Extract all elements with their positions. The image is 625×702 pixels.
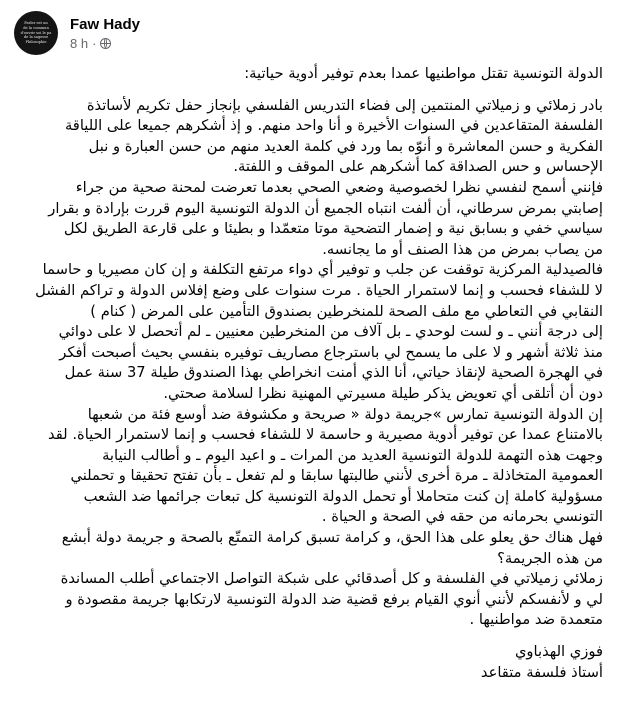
- post-paragraph: فهل هناك حق يعلو على هذا الحق، و كرامة تسبق كرامة التمتّع بالصحة و جريمة دولة أبشع من هذه الجريمة؟: [61, 529, 603, 567]
- separator-dot: ·: [92, 36, 97, 51]
- post-header: [14, 8, 140, 58]
- post-paragraph: فإنني أسمح لنفسي نظرا لخصوصية وضعي الصحي بعدما تعرضت لمحنة صحية من جراء إصابتي بمرض سرطاني، أن ألفت انتباه الجميع أن الدولة التونسية اليوم قررت بإرادة و بقرار سياسي خفي و بسابق نية و إضمار التضحية موتا متعمّدا و بطيئا و على قارعة الطريق لكل من يصاب بمرض من هذا الصنف أو ما يجانسه.: [48, 178, 603, 258]
- avatar-caption: Parler est un de la commun d'ouvrir soi le pa de la sagesse Philosophie: [20, 21, 52, 45]
- author-name[interactable]: Faw Hady: [70, 16, 141, 33]
- post-time-row: [70, 36, 140, 51]
- avatar[interactable]: [14, 11, 58, 55]
- globe-icon[interactable]: [100, 38, 111, 49]
- signature-title: أستاذ فلسفة متقاعد: [480, 663, 603, 681]
- spacer: [18, 85, 603, 96]
- post-paragraph: بادر زملائي و زميلاتي المنتمين إلى فضاء التدريس الفلسفي بإنجاز حفل تكريم لأساتذة الفلسفة المتقاعدين في السنوات الأخيرة و أنا واحد منهم. و إذ أشكرهم جميعا على اللياقة الفكرية و حسن المعاشرة و أنوّه بما ورد في كلمة العديد منهم من حسن العبارة و نبل الإحساس و حس الصداقة كما أشكرهم على الموقف و اللفتة.: [64, 96, 603, 176]
- post-body: [18, 64, 603, 683]
- spacer: [18, 631, 603, 642]
- signature-name: فوزي الهذباوي: [514, 643, 603, 661]
- post-timestamp[interactable]: 8 h: [70, 36, 89, 51]
- post-paragraph: زملائي زميلاتي في الفلسفة و كل أصدقائي على شبكة التواصل الاجتماعي أطلب المساندة لي و لأنفسكم لأنني أنوي القيام برفع قضية ضد الدولة التونسية لارتكابها جريمة مقصودة و متعمدة ضد مواطنيها .: [60, 570, 603, 629]
- post-paragraph: إن الدولة التونسية تمارس »جريمة دولة « صريحة و مكشوفة ضد أوسع فئة من شعبها بالامتناع عمدا عن توفير أدوية مصيرية و حاسمة لا للشفاء فحسب و إنما لاستمرار الحياة. لقد وجهت هذه التهمة للدولة التونسية العديد من المرات ـ و اعيد اليوم ـ و أطالب النيابة العمومية المتخاذلة ـ مرة أخرى لأنني طالبتها سابقا و لم تفعل ـ بأن تفتح تحقيقا و تحملني مسؤولية كاملة إن كنت متحاملا أو تحمل الدولة التونسية كل تبعات جرائمها ضد الشعب التونسي بحرمانه من حقه في الصحة و الحياة .: [48, 405, 603, 526]
- post-meta: [70, 15, 140, 51]
- post-paragraph: فالصيدلية المركزية توقفت عن جلب و توفير أي دواء مرتفع التكلفة و إن كان مصيريا و حاسما لا للشفاء فحسب و إنما لاستمرار الحياة . مرت سنوات على وضع إفلاس الدولة و تراكم الفشل النقابي في التعاطي مع ملف الصحة للمنخرطين بصندوق التأمين على المرض ( كنام ) إلى درجة أنني ـ و لست لوحدي ـ بل آلاف من المنخرطين معنيين ـ لم أتحصل لا على دوائي منذ ثلاثة أشهر و لا على ما يسمح لي باسترجاع مصاريف توفيره بنفسي بحيث أصبحت أفكر في الهجرة الصحية لإنقاذ حياتي، أنا الذي أمنت انخراطي بهذا الصندوق طيلة 37 سنة عمل دون أن أتلقى أي تعويض يذكر طيلة مسيرتي المهنية نظرا لسلامة صحتي.: [35, 261, 603, 402]
- post-title: الدولة التونسية تقتل مواطنيها عمدا بعدم توفير أدوية حياتية:: [244, 65, 603, 82]
